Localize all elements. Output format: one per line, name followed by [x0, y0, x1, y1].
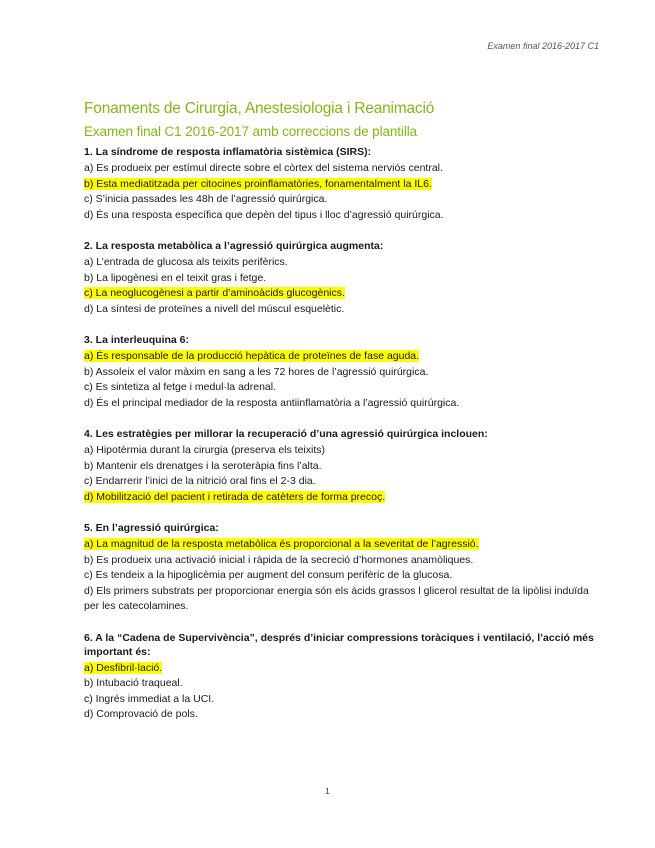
option-text: d) Comprovació de pols.: [84, 708, 198, 720]
answer-option: [84, 161, 596, 177]
correct-answer-option: [84, 177, 596, 193]
answer-option: [84, 568, 596, 584]
question-block: [84, 145, 596, 223]
option-text: d) És el principal mediador de la resposta antiinflamatòria a l’agressió quirúrgica.: [84, 396, 460, 409]
option-text: d) Mobilització del pacient i retirada de catèters de forma precoç.: [84, 490, 386, 503]
answer-option: [84, 474, 596, 490]
correct-answer-option: [84, 661, 596, 677]
answer-option: [84, 208, 596, 224]
question-block: [84, 239, 596, 317]
answer-option: [84, 396, 596, 412]
option-text: d) La síntesi de proteïnes a nivell del múscul esquelètic.: [84, 302, 345, 315]
answer-option: [84, 553, 596, 569]
option-text: c) Endarrerir l’inici de la nitrició oral fins el 2-3 dia.: [84, 475, 316, 487]
correct-answer-option: [84, 349, 596, 365]
answer-option: [84, 271, 596, 287]
question-title: 3. La interleuquina 6:: [84, 334, 190, 346]
correct-answer-option: [84, 490, 596, 506]
document-title: Fonaments de Cirurgia, Anestesiologia i Reanimació: [84, 100, 435, 117]
answer-option: [84, 676, 596, 692]
answer-option: [84, 443, 596, 459]
question-block: [84, 333, 596, 411]
page-header: Examen final 2016-2017 C1: [487, 41, 599, 51]
option-text: b) Mantenir els drenatges i la seroteràpia fins l’alta.: [84, 459, 322, 472]
option-text: a) Es produeix per estímul directe sobre el còrtex del sistema nerviós central.: [84, 162, 443, 174]
answer-option: [84, 584, 596, 615]
question-title: 1. La síndrome de resposta inflamatòria sistèmica (SIRS):: [84, 146, 372, 158]
question-title: 2. La resposta metabòlica a l’agressió quirúrgica augmenta:: [84, 240, 384, 252]
option-text: a) És responsable de la producció hepàtica de proteïnes de fase aguda.: [84, 350, 420, 362]
option-text: a) Hipotèrmia durant la cirurgia (preserva els teixits): [84, 444, 326, 456]
answer-option: [84, 459, 596, 475]
option-text: a) Desfibril·lació.: [84, 661, 163, 674]
answer-option: [84, 255, 596, 271]
option-text: b) Intubació traqueal.: [84, 677, 183, 689]
document-body: [84, 100, 596, 739]
option-text: b) Es produeix una activació inicial i ràpida de la secreció d’hormones anamòliques.: [84, 553, 474, 566]
question-block: [84, 427, 596, 505]
option-text: c) S’inicia passades les 48h de l’agressió quirúrgica.: [84, 193, 328, 205]
option-text: c) Es sintetiza al fetge i medul·la adrenal.: [84, 381, 277, 393]
answer-option: [84, 192, 596, 208]
question-list: [84, 145, 596, 723]
option-text: c) Es tendeix a la hipoglicèmia per augment del consum perifèric de la glucosa.: [84, 569, 453, 581]
correct-answer-option: [84, 286, 596, 302]
answer-option: [84, 692, 596, 708]
correct-answer-option: [84, 537, 596, 553]
option-text: a) L’entrada de glucosa als teixits perifèrics.: [84, 256, 288, 268]
answer-option: [84, 380, 596, 396]
answer-option: [84, 365, 596, 381]
option-text: b) La lipogènesi en el teixit gras i fetge.: [84, 271, 267, 284]
option-text: d) És una resposta específica que depèn del tipus i lloc d’agressió quirúrgica.: [84, 208, 444, 221]
option-text: b) Esta mediatitzada per citocines proinflamatòries, fonamentalment la IL6.: [84, 177, 432, 190]
option-text: c) La neoglucogènesi a partir d’aminoàcids glucogènics.: [84, 287, 345, 299]
question-block: [84, 631, 596, 723]
option-text: c) Ingrés immediat a la UCI.: [84, 692, 215, 705]
option-text: a) La magnitud de la resposta metabòlica és proporcional a la severitat de l’agressió.: [84, 538, 479, 550]
question-title: 5. En l’agressió quirúrgica:: [84, 522, 219, 534]
option-text: b) Assoleix el valor màxim en sang a les 72 hores de l’agressió quirúrgica.: [84, 365, 429, 378]
option-text: d) Els primers substrats per proporcionar energia són els àcids grassos l glicerol resultat de la lipòlisi induïda per les catecolamines.: [84, 584, 589, 612]
document-subtitle: Examen final C1 2016-2017 amb correccions de plantilla: [84, 124, 418, 139]
page-number: 1: [325, 787, 330, 796]
answer-option: [84, 302, 596, 318]
question-title: 6. A la “Cadena de Supervivència”, després d’iniciar compressions toràciques i ventilació, l’acció més important és:: [84, 631, 594, 658]
question-title: 4. Les estratègies per millorar la recuperació d’una agressió quirúrgica inclouen:: [84, 428, 488, 440]
question-block: [84, 521, 596, 615]
answer-option: [84, 707, 596, 723]
